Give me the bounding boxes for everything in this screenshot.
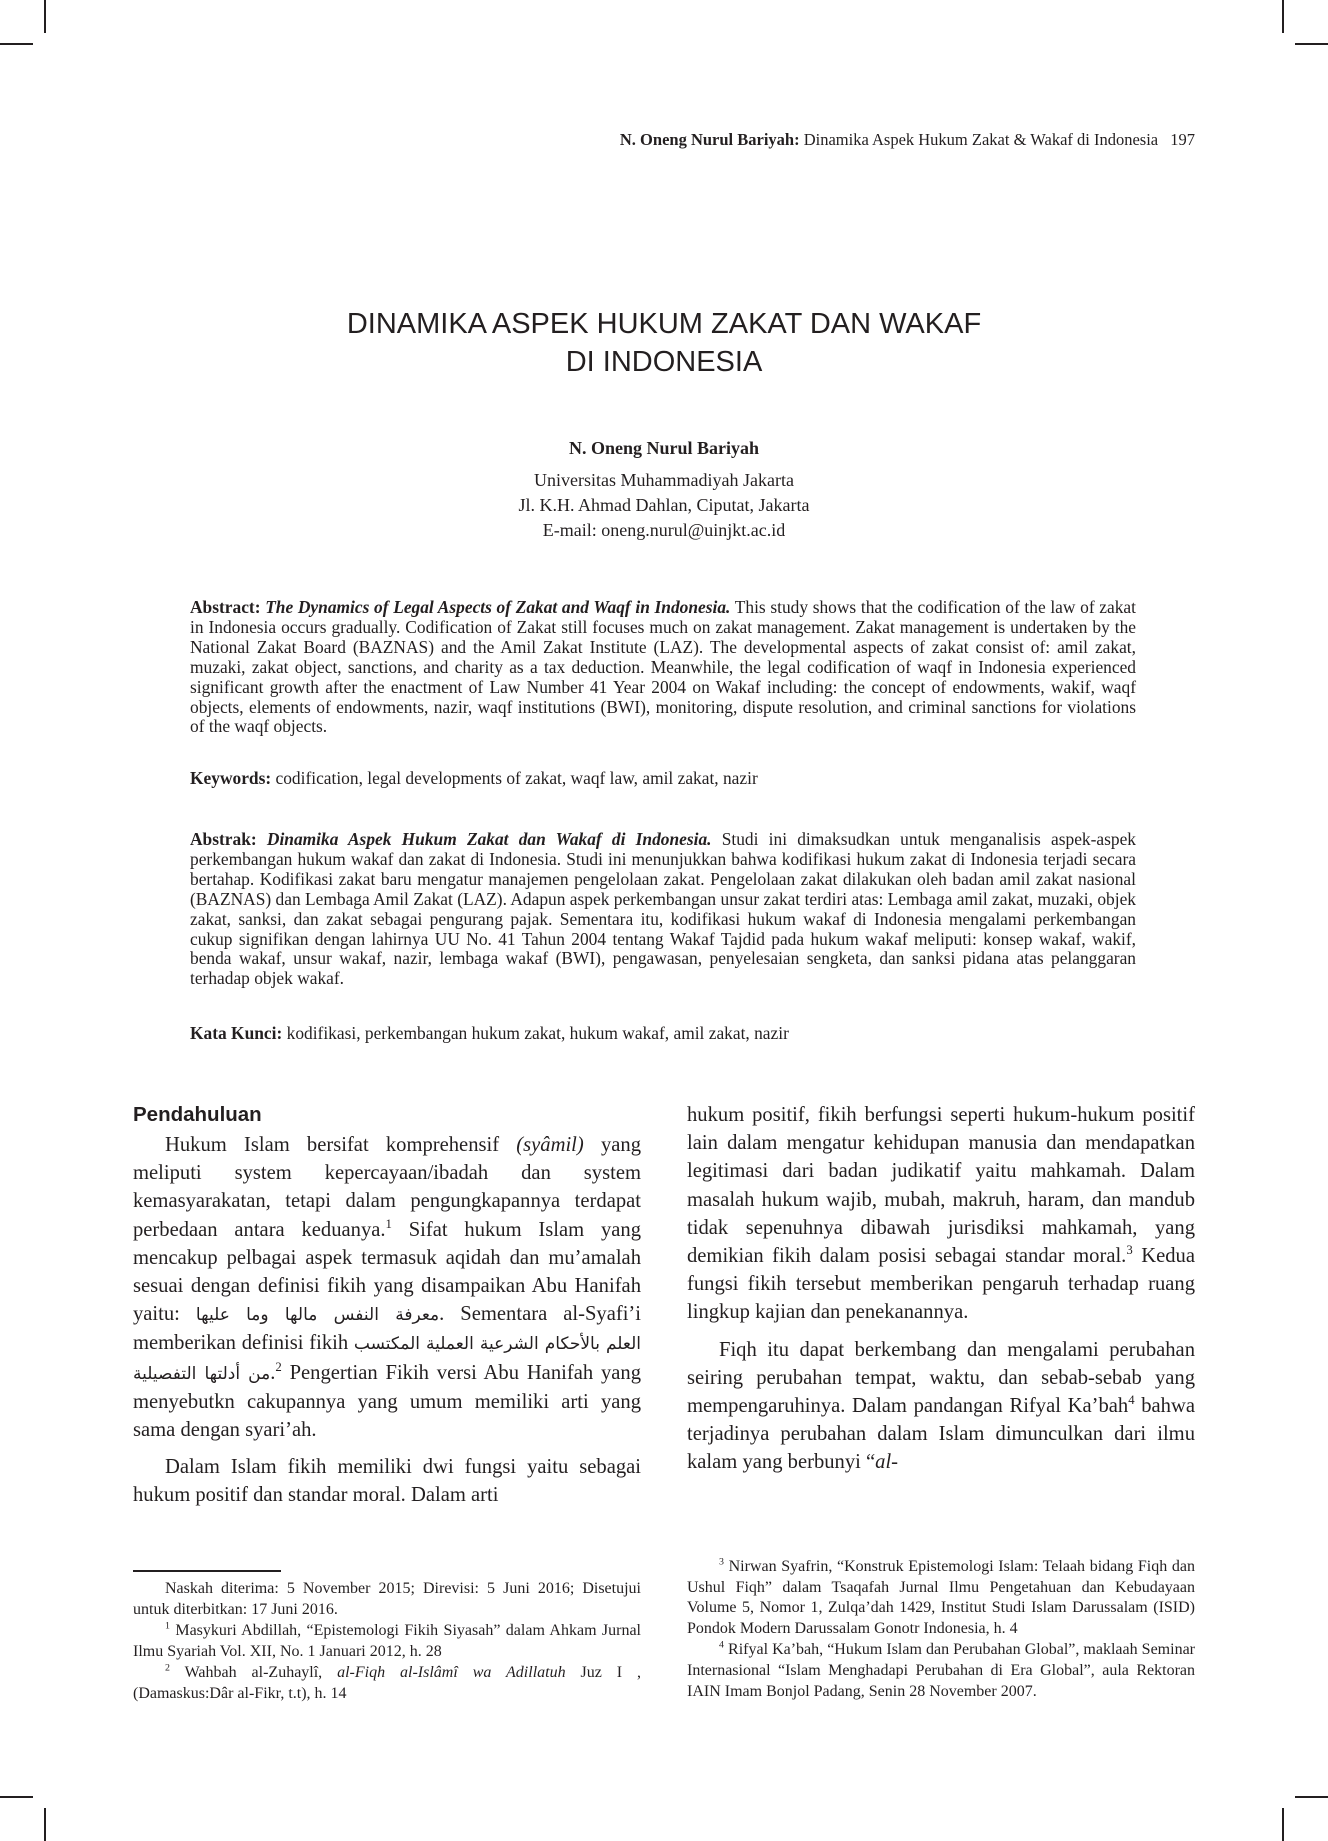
crop-mark [1282, 1808, 1284, 1841]
footnote-rule [133, 1570, 281, 1572]
body-text: Fiqh itu dapat berkembang dan mengalami perubahan seiring perubahan tempat, waktu, dan sebab-sebab yang mempengaruhinya. Dalam pandangan Rifyal Ka’bah [687, 1338, 1195, 1418]
footnotes-left [133, 1579, 641, 1705]
crop-mark [1282, 0, 1284, 33]
body-column-right [687, 1101, 1195, 1477]
abstrak-label: Abstrak: [190, 829, 257, 849]
body-text: . Sementara al-Syafi’i memberikan definisi fikih [133, 1303, 641, 1355]
footnote-text: Juz I , (Damaskus:Dâr al-Fikr, t.t), h. 14 [133, 1664, 641, 1702]
footnote-number: 1 [165, 1620, 170, 1632]
body-paragraph [687, 1336, 1195, 1477]
body-column-left [133, 1101, 641, 1510]
footnote-received: Naskah diterima: 5 November 2015; Direvisi: 5 Juni 2016; Disetujui untuk diterbitkan: 17 Juni 2016. [133, 1580, 641, 1618]
abstrak-text: Studi ini dimaksudkan untuk menganalisis aspek-aspek perkembangan hukum wakaf dan zakat di Indonesia. Studi ini menunjukkan bahwa kodifikasi hukum zakat di Indonesia terjadi secara bertahap. Kodifikasi zakat baru mengatur manajemen pengelolaan zakat. Pengelolaan zakat dilakukan oleh badan amil zakat nasional (BAZNAS) dan Lembaga Amil Zakat (LAZ). Adapun aspek perkembangan unsur zakat terdiri atas: Lembaga amil zakat, muzaki, objek zakat, sanksi, dan zakat sebagai pengurang pajak. Sementara itu, kodifikasi hukum wakaf di Indonesia mengalami perkembangan cukup signifikan dengan lahirnya UU No. 41 Tahun 2004 tentang Wakaf Tajdid pada hukum wakaf meliputi: konsep wakaf, wakif, benda wakaf, unsur wakaf, nazir, lembaga wakaf (BWI), pengawasan, penyelesaian sengketa, dan sanksi pidana atas pelanggaran terhadap objek wakaf. [190, 829, 1136, 989]
abstrak-title: Dinamika Aspek Hukum Zakat dan Wakaf di Indonesia. [266, 829, 712, 849]
footnote-text: Wahbah al-Zuhaylî, [184, 1664, 338, 1682]
section-heading: Pendahuluan [133, 1103, 262, 1126]
body-text: Pengertian Fikih versi Abu Hanifah yang menyebutkn cakupannya yang umum memiliki arti yang sama dengan syari’ah. [133, 1361, 641, 1442]
body-text: . [270, 1361, 276, 1384]
body-text: Kedua fungsi fikih tersebut memberikan pengaruh terhadap ruang lingkup kajian dan penekanannya. [687, 1245, 1195, 1324]
footnote [133, 1663, 641, 1704]
body-italic: (syâmil) [516, 1134, 584, 1156]
footnote-ref: 3 [1126, 1243, 1133, 1258]
abstract-text: This study shows that the codification of the law of zakat in Indonesia occurs gradually. Codification of Zakat still focuses much on zakat management. Zakat management is undertaken by the National Zakat Board (BAZNAS) and the Amil Zakat Institute (LAZ). The developmental aspects of zakat consist of: amil zakat, muzaki, zakat object, sanctions, and charity as a tax deduction. Meanwhile, the legal codification of waqf in Indonesia experienced significant growth after the enactment of Law Number 41 Year 2004 on Wakaf including: the concept of endowments, wakif, waqf objects, elements of endowments, nazir, waqf institutions (BWI), monitoring, dispute resolution, and criminal sanctions for violations of the waqf objects. [190, 597, 1136, 737]
abstract-english [190, 598, 1136, 737]
body-text: Sifat hukum Islam yang mencakup pelbagai aspek termasuk aqidah dan mu’amalah sesuai dengan definisi fikih yang disampaikan Abu Hanifah yaitu: [133, 1218, 641, 1326]
article-title-line: DINAMIKA ASPEK HUKUM ZAKAT DAN WAKAF [346, 308, 982, 340]
body-text: yang meliputi system kepercayaan/ibadah dan system kemasyarakatan, tetapi dalam pengungkapannya terdapat perbedaan antara keduanya. [133, 1134, 641, 1241]
footnote-number: 3 [719, 1556, 724, 1568]
body-text: hukum positif, fikih berfungsi seperti hukum-hukum positif lain dalam mengatur kehidupan manusia dan mendapatkan legitimasi dari badan judikatif yaitu mahkamah. Dalam masalah hukum wajib, mubah, makruh, haram, dan mandub tidak sepenuhnya dibawah jurisdiksi mahkamah, yang demikian fikih dalam posisi sebagai standar moral. [687, 1104, 1195, 1268]
arabic-text: العلم بالأحكام الشرعية العملية المكتسب من أدلتها التفصيلية [133, 1334, 641, 1384]
footnote-text: Nirwan Syafrin, “Konstruk Epistemologi Islam: Telaah bidang Fiqh dan Ushul Fiqh” dalam Tsaqafah Jurnal Ilmu Pengetahuan dan Kebudayaan Volume 5, Nomor 1, Zulqa’dah 1429, Institut Studi Islam Darussalam (ISID) Pondok Modern Darussalam Gonotr Indonesia, h. 4 [687, 1558, 1196, 1637]
arabic-text: معرفة النفس مالها وما عليها [195, 1305, 440, 1326]
author-affiliation: Universitas Muhammadiyah Jakarta [534, 470, 794, 490]
running-head [620, 130, 1195, 150]
footnote-number: 4 [719, 1640, 724, 1652]
page-number: 197 [1170, 130, 1195, 149]
footnotes-right [687, 1557, 1195, 1702]
footnote-ref: 1 [385, 1216, 392, 1231]
author-address: Jl. K.H. Ahmad Dahlan, Ciputat, Jakarta [518, 495, 810, 515]
running-head-author: N. Oneng Nurul Bariyah: [619, 130, 800, 149]
keywords-text: codification, legal developments of zakat, waqf law, amil zakat, nazir [275, 768, 758, 788]
footnote [687, 1640, 1195, 1702]
footnote [133, 1621, 641, 1662]
body-paragraph: Dalam Islam fikih memiliki dwi fungsi yaitu sebagai hukum positif dan standar moral. Dalam arti [133, 1456, 641, 1507]
footnote-ref: 4 [1128, 1393, 1135, 1408]
footnote-text: Rifyal Ka’bah, “Hukum Islam dan Perubahan Global”, maklaah Seminar Internasional “Islam Menghadapi Perubahan di Era Global”, aula Rektoran IAIN Imam Bonjol Padang, Senin 28 November 2007. [687, 1641, 1195, 1700]
crop-mark [0, 1796, 33, 1798]
abstract-indonesian [190, 830, 1136, 989]
crop-mark [1295, 43, 1328, 45]
footnote-ref: 2 [275, 1359, 282, 1374]
footnote [687, 1557, 1195, 1639]
keywords-english [190, 768, 1136, 788]
body-text: bahwa terjadinya perubahan dalam Islam dimunculkan dari ilmu kalam yang berbunyi “ [687, 1395, 1195, 1474]
body-paragraph [687, 1101, 1195, 1327]
footnote-text: Masykuri Abdillah, “Epistemologi Fikih Siyasah” dalam Ahkam Jurnal Ilmu Syariah Vol. XII, No. 1 Januari 2012, h. 28 [133, 1622, 641, 1660]
kata-kunci-label: Kata Kunci: [190, 1023, 283, 1043]
kata-kunci-text: kodifikasi, perkembangan hukum zakat, hukum wakaf, amil zakat, nazir [286, 1023, 789, 1043]
keywords-indonesian [190, 1023, 1136, 1043]
author-email: E-mail: oneng.nurul@uinjkt.ac.id [542, 520, 786, 540]
author-name: N. Oneng Nurul Bariyah [568, 438, 760, 458]
abstract-title: The Dynamics of Legal Aspects of Zakat and Waqf in Indonesia. [265, 597, 731, 617]
body-text: Hukum Islam bersifat komprehensif [165, 1134, 517, 1156]
crop-mark [44, 0, 46, 33]
abstract-label: Abstract: [190, 597, 261, 617]
crop-mark [1295, 1796, 1328, 1798]
crop-mark [44, 1808, 46, 1841]
author-block [0, 436, 1328, 543]
body-paragraph [133, 1131, 641, 1444]
footnote-number: 2 [165, 1663, 170, 1675]
running-head-title: Dinamika Aspek Hukum Zakat & Wakaf di Indonesia [803, 130, 1159, 149]
footnote-italic: al-Fiqh al-Islâmî wa Adillatuh [337, 1664, 566, 1682]
body-italic: al- [875, 1451, 899, 1474]
article-title-line: DI INDONESIA [565, 346, 763, 378]
keywords-label: Keywords: [190, 768, 272, 788]
crop-mark [0, 43, 33, 45]
article-title [0, 305, 1328, 381]
